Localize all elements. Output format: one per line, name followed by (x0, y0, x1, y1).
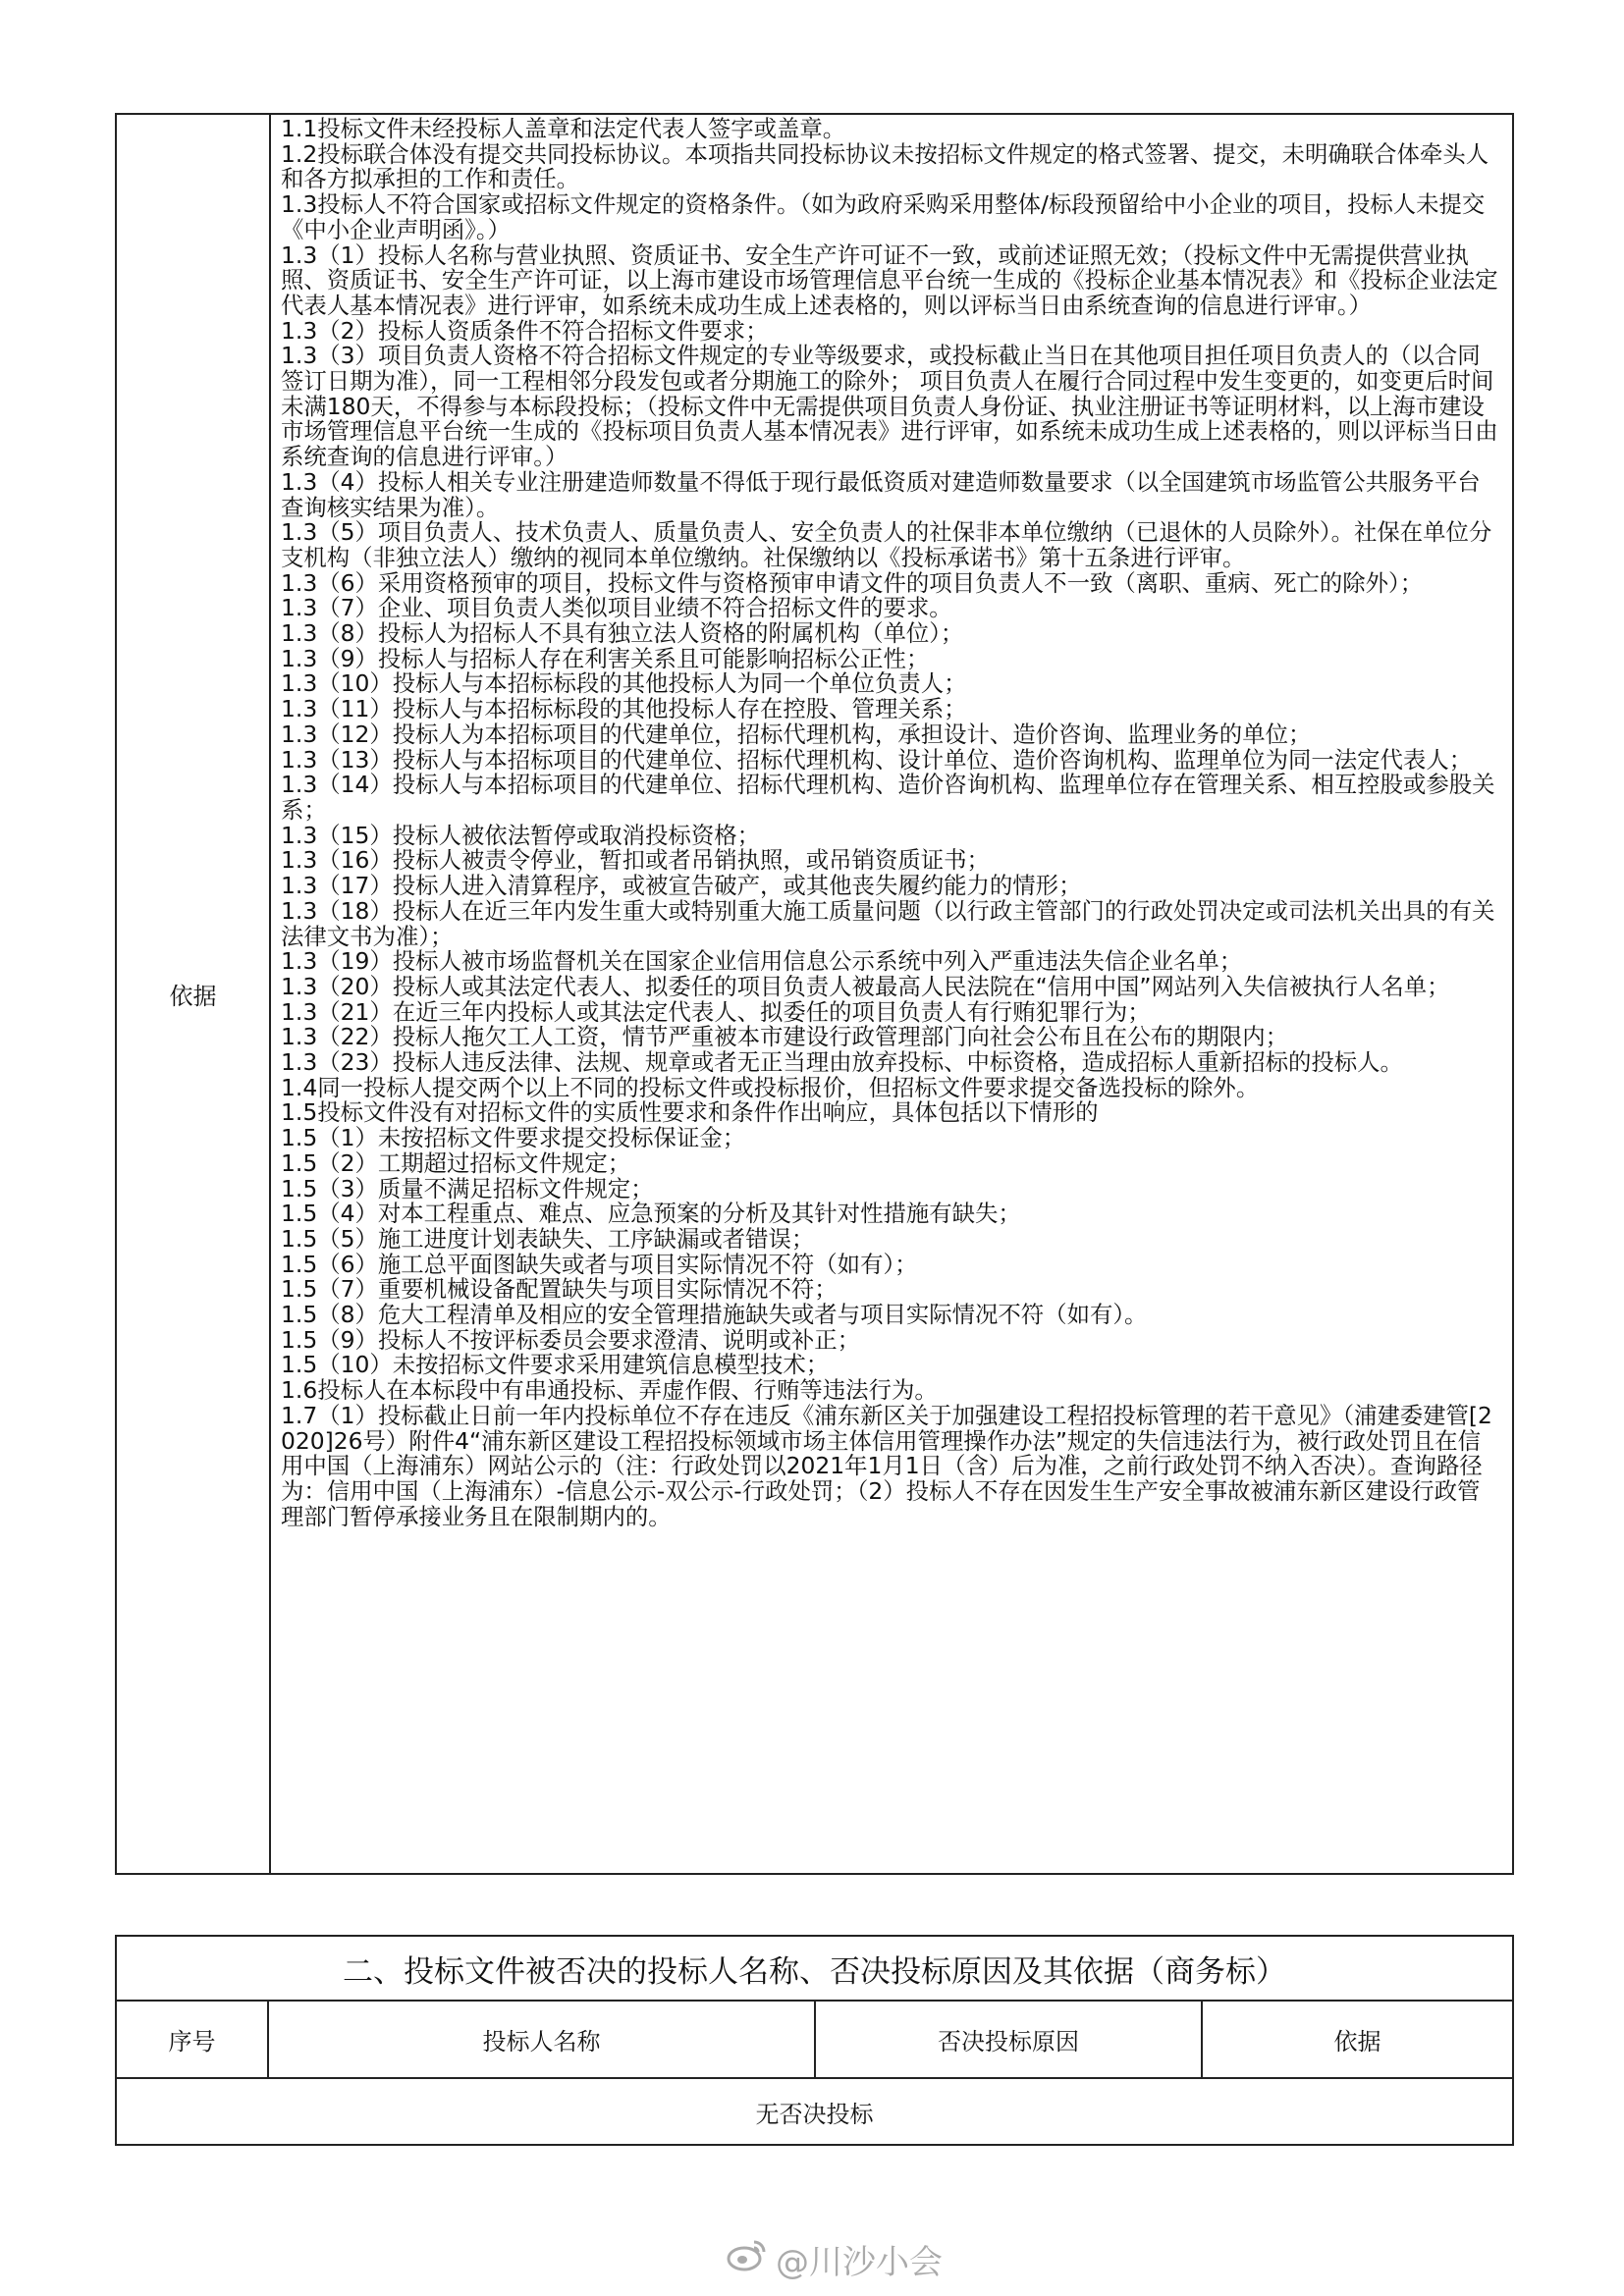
rejection-table (115, 1935, 1514, 2146)
basis-item: 1.3（22）投标人拖欠工人工资，情节严重被本市建设行政管理部门向社会公布且在公布的期限内； (281, 1023, 1288, 1051)
rejection-table-title: 二、投标文件被否决的投标人名称、否决投标原因及其依据（商务标） (117, 1937, 1512, 2002)
basis-item: 1.5（5）施工进度计划表缺失、工序缺漏或者错误； (281, 1224, 815, 1253)
basis-item: 1.3（14）投标人与本招标项目的代建单位、招标代理机构、造价咨询机构、监理单位存在管理关系、相互控股或参股关系； (281, 771, 1495, 824)
basis-item: 1.5（9）投标人不按评标委员会要求澄清、说明或补正； (281, 1325, 861, 1354)
basis-item: 1.3（7）企业、项目负责人类似项目业绩不符合招标文件的要求。 (281, 594, 952, 622)
basis-item: 1.6投标人在本标段中有串通投标、弄虚作假、行贿等违法行为。 (281, 1376, 938, 1405)
basis-item: 1.3（3）项目负责人资格不符合招标文件规定的专业等级要求，或投标截止当日在其他项目担任项目负责人的（以合同签订日期为准），同一工程相邻分段发包或者分期施工的除外； 项目负责人在履行合同过程中发生变更的，如变更后时间未满180天，不得参与本标段投标；（投标文件中无需提供项目负责人身份证、执业注册证书等证明材料，以上海市建设市场管理信息平台统一生成的《投标项目负责人基本情况表》进行评审，如系统未成功生成上述表格的，则以评标当日由系统查询的信息进行评审。） (281, 342, 1498, 471)
basis-item: 1.7（1）投标截止日前一年内投标单位不存在违反《浦东新区关于加强建设工程招投标管理的若干意见》（浦建委建管[2020]26号）附件4“浦东新区建设工程招投标领域市场主体信用管理操作办法”规定的失信违法行为，被行政处罚且在信用中国（上海浦东）网站公示的（注：行政处罚以2021年1月1日（含）后为准，之前行政处罚不纳入否决）。查询路径为：信用中国（上海浦东）-信息公示-双公示-行政处罚；（2）投标人不存在因发生生产安全事故被浦东新区建设行政管理部门暂停承接业务且在限制期内的。 (281, 1401, 1492, 1530)
basis-item: 1.5（10）未按招标文件要求采用建筑信息模型技术； (281, 1351, 830, 1379)
basis-item: 1.5（8）危大工程清单及相应的安全管理措施缺失或者与项目实际情况不符（如有）。 (281, 1301, 1148, 1329)
basis-item: 1.3（6）采用资格预审的项目，投标文件与资格预审申请文件的项目负责人不一致（离职、重病、死亡的除外）； (281, 568, 1424, 597)
basis-item: 1.3（13）投标人与本招标项目的代建单位、招标代理机构、设计单位、造价咨询机构、监理单位为同一法定代表人； (281, 745, 1473, 774)
basis-item: 1.5（3）质量不满足招标文件规定； (281, 1174, 654, 1202)
basis-item: 1.3（18）投标人在近三年内发生重大或特别重大施工质量问题（以行政主管部门的行政处罚决定或司法机关出具的有关法律文书为准）； (281, 896, 1495, 950)
basis-item: 1.1投标文件未经投标人盖章和法定代表人签字或盖章。 (281, 115, 846, 142)
basis-item: 1.5投标文件没有对招标文件的实质性要求和条件作出响应，具体包括以下情形的 (281, 1098, 1099, 1127)
basis-item: 1.3（16）投标人被责令停业，暂扣或者吊销执照，或吊销资质证书； (281, 846, 990, 875)
basis-item: 1.3（11）投标人与本招标标段的其他投标人存在控股、管理关系； (281, 695, 967, 723)
basis-item: 1.5（4）对本工程重点、难点、应急预案的分析及其针对性措施有缺失； (281, 1200, 1021, 1228)
watermark (727, 2235, 943, 2283)
basis-item: 1.3（12）投标人为本招标项目的代建单位，招标代理机构，承担设计、造价咨询、监理业务的单位； (281, 720, 1312, 748)
basis-item: 1.3（10）投标人与本招标标段的其他投标人为同一个单位负责人； (281, 669, 967, 698)
empty-row-text: 无否决投标 (755, 2100, 874, 2128)
basis-item: 1.3（23）投标人违反法律、法规、规章或者无正当理由放弃投标、中标资格，造成招标人重新招标的投标人。 (281, 1048, 1403, 1077)
basis-item: 1.3（1）投标人名称与营业执照、资质证书、安全生产许可证不一致，或前述证照无效；（投标文件中无需提供营业执照、资质证书、安全生产许可证，以上海市建设市场管理信息平台统一生成的《投标企业基本情况表》和《投标企业法定代表人基本情况表》进行评审，如系统未成功生成上述表格的，则以评标当日由系统查询的信息进行评审。） (281, 240, 1498, 319)
basis-item: 1.3（17）投标人进入清算程序，或被宣告破产，或其他丧失履约能力的情形； (281, 872, 1082, 900)
basis-item: 1.2投标联合体没有提交共同投标协议。本项指共同投标协议未按招标文件规定的格式签署、提交，未明确联合体牵头人和各方拟承担的工作和责任。 (281, 139, 1489, 193)
basis-item: 1.3（9）投标人与招标人存在利害关系且可能影响招标公正性； (281, 644, 930, 672)
basis-content (271, 115, 1512, 1873)
basis-item: 1.5（7）重要机械设备配置缺失与项目实际情况不符； (281, 1275, 838, 1304)
basis-item: 1.3（15）投标人被依法暂停或取消投标资格； (281, 821, 760, 849)
header-rejection-reason: 否决投标原因 (816, 2002, 1203, 2077)
basis-item: 1.3（21）在近三年内投标人或其法定代表人、拟委任的项目负责人有行贿犯罪行为； (281, 997, 1151, 1026)
basis-item: 1.5（6）施工总平面图缺失或者与项目实际情况不符（如有）； (281, 1250, 918, 1278)
basis-item: 1.3（4）投标人相关专业注册建造师数量不得低于现行最低资质对建造师数量要求（以全国建筑市场监管公共服务平台查询核实结果为准）。 (281, 467, 1481, 521)
basis-item: 1.3投标人不符合国家或招标文件规定的资格条件。（如为政府采购采用整体/标段预留给中小企业的项目，投标人未提交《中小企业声明函》。） (281, 190, 1486, 243)
watermark-text: @川沙小会 (776, 2243, 943, 2282)
basis-item: 1.5（2）工期超过招标文件规定； (281, 1148, 631, 1177)
basis-item: 1.5（1）未按招标文件要求提交投标保证金； (281, 1124, 746, 1152)
rejection-table-header (117, 2002, 1512, 2079)
header-index: 序号 (117, 2002, 269, 2077)
header-bidder-name: 投标人名称 (269, 2002, 816, 2077)
basis-table (115, 113, 1514, 1875)
basis-item: 1.3（20）投标人或其法定代表人、拟委任的项目负责人被最高人民法院在“信用中国”网站列入失信被执行人名单； (281, 972, 1450, 1000)
header-basis: 依据 (1333, 2028, 1381, 2056)
basis-item: 1.3（8）投标人为招标人不具有独立法人资格的附属机构（单位）； (281, 619, 964, 648)
basis-item: 1.3（2）投标人资质条件不符合招标文件要求； (281, 316, 769, 345)
weibo-icon (727, 2238, 768, 2280)
basis-item: 1.4同一投标人提交两个以上不同的投标文件或投标报价，但招标文件要求提交备选投标的除外。 (281, 1073, 1260, 1101)
basis-label: 依据 (117, 115, 271, 1873)
basis-item: 1.3（19）投标人被市场监督机关在国家企业信用信息公示系统中列入严重违法失信企业名单； (281, 947, 1243, 976)
basis-item: 1.3（5）项目负责人、技术负责人、质量负责人、安全负责人的社保非本单位缴纳（已退休的人员除外）。社保在单位分支机构（非独立法人）缴纳的视同本单位缴纳。社保缴纳以《投标承诺书》第十五条进行评审。 (281, 518, 1492, 571)
